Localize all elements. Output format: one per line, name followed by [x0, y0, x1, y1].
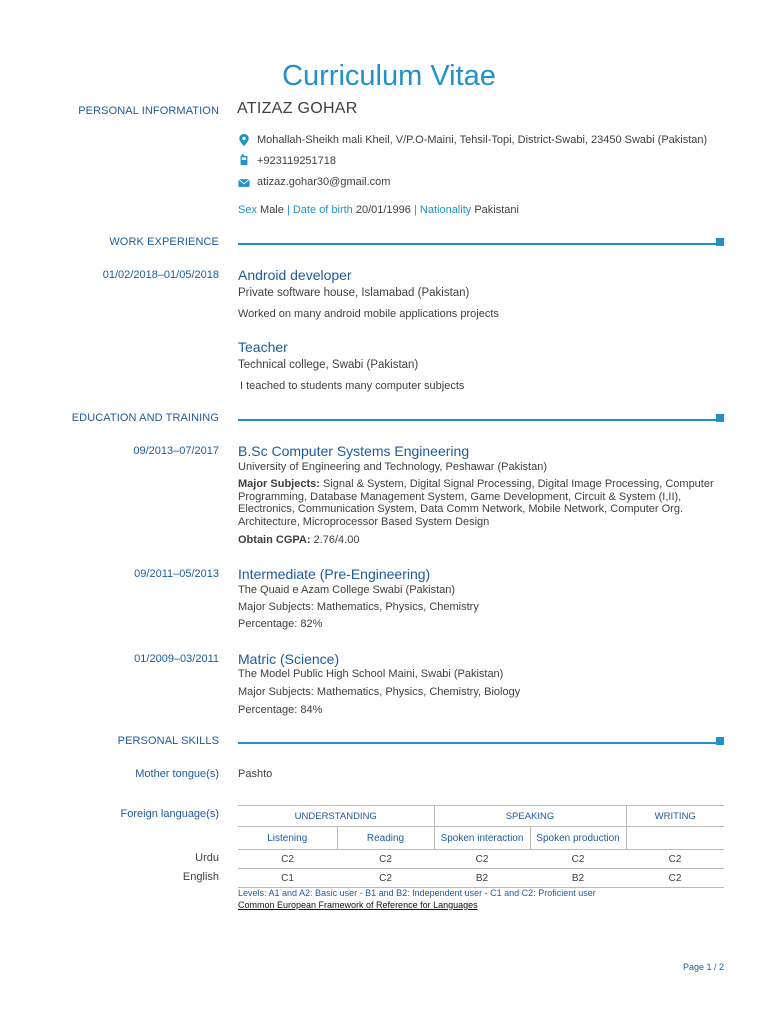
language-name: English	[182, 871, 219, 883]
separator: |	[413, 204, 417, 216]
education-institution: The Quaid e Azam College Swabi (Pakistan)	[238, 584, 456, 596]
section-divider	[238, 742, 718, 744]
page-number: Page 1 / 2	[682, 962, 724, 972]
personal-details-line	[238, 204, 519, 216]
table-row	[238, 850, 724, 869]
section-marker	[716, 737, 724, 745]
level-cell: C2	[626, 850, 724, 869]
job-title: Teacher	[238, 339, 288, 355]
education-dates: 01/2009–03/2011	[134, 653, 219, 665]
level-cell: C2	[626, 869, 724, 888]
education-grade: Percentage: 84%	[238, 704, 323, 716]
email-link[interactable]: atizaz.gohar30@gmail.com	[257, 176, 391, 188]
phone-number: +923119251718	[257, 155, 337, 167]
location-pin-icon	[238, 134, 250, 146]
job-title: Android developer	[238, 267, 352, 283]
section-marker	[716, 414, 724, 422]
mother-tongue-value: Pashto	[238, 768, 273, 780]
mother-tongue-label: Mother tongue(s)	[135, 768, 219, 780]
education-title: Intermediate (Pre-Engineering)	[238, 566, 431, 582]
job-employer: Private software house, Islamabad (Pakistan)	[238, 287, 470, 299]
subjects-text: Signal & System, Digital Signal Processing, Digital Image Processing, Computer Programming, Database Management System, Game Development, Circuit & System (I,II), Electronics, Communication System, Data Comm Network, Mobile Network, Computer Org. Architecture, Microprocessor Based System Design	[238, 478, 714, 528]
section-divider	[238, 419, 718, 421]
cefr-link[interactable]: Common European Framework of Reference for Languages	[238, 900, 478, 910]
page-title: Curriculum Vitae	[282, 60, 496, 92]
reading-header: Reading	[337, 827, 434, 850]
grade-label: Obtain CGPA:	[238, 534, 311, 546]
level-cell: B2	[530, 869, 626, 888]
section-work-experience: WORK EXPERIENCE	[109, 236, 219, 248]
education-subjects: Major Subjects: Mathematics, Physics, Chemistry, Biology	[238, 686, 521, 698]
separator: |	[286, 204, 290, 216]
subjects-label: Major Subjects:	[238, 478, 320, 490]
section-personal-information: PERSONAL INFORMATION	[78, 105, 219, 117]
education-subjects	[238, 478, 718, 528]
nationality-label: Nationality	[419, 204, 472, 216]
spoken-production-header: Spoken production	[530, 827, 626, 850]
language-name: Urdu	[195, 852, 219, 864]
job-description: Worked on many android mobile applications projects	[238, 308, 499, 320]
section-marker	[716, 238, 724, 246]
education-title: Matric (Science)	[238, 651, 340, 667]
email-icon	[238, 177, 250, 189]
job-description: I teached to students many computer subjects	[240, 380, 465, 392]
section-personal-skills: PERSONAL SKILLS	[117, 735, 219, 747]
sex-value: Male	[260, 204, 284, 216]
table-header-row	[238, 806, 724, 827]
level-cell: C2	[337, 850, 434, 869]
nationality-value: Pakistani	[474, 204, 519, 216]
education-institution: University of Engineering and Technology, Peshawar (Pakistan)	[238, 461, 547, 473]
level-cell: B2	[434, 869, 530, 888]
understanding-header: UNDERSTANDING	[238, 806, 434, 827]
phone-icon	[238, 154, 250, 166]
language-skills-table	[238, 805, 724, 888]
speaking-header: SPEAKING	[434, 806, 626, 827]
level-cell: C2	[337, 869, 434, 888]
listening-header: Listening	[238, 827, 337, 850]
education-dates: 09/2011–05/2013	[134, 568, 219, 580]
level-cell: C1	[238, 869, 337, 888]
education-dates: 09/2013–07/2017	[133, 445, 219, 457]
levels-note: Levels: A1 and A2: Basic user - B1 and B2: Independent user - C1 and C2: Proficient user	[238, 888, 596, 898]
level-cell: C2	[238, 850, 337, 869]
dob-value: 20/01/1996	[355, 204, 411, 216]
dob-label: Date of birth	[292, 204, 353, 216]
writing-subheader	[626, 827, 724, 850]
education-grade	[238, 534, 359, 546]
spoken-interaction-header: Spoken interaction	[434, 827, 530, 850]
section-education-training: EDUCATION AND TRAINING	[71, 412, 219, 424]
level-cell: C2	[530, 850, 626, 869]
table-row	[238, 869, 724, 888]
writing-header: WRITING	[626, 806, 724, 827]
job-dates: 01/02/2018–01/05/2018	[102, 269, 219, 281]
job-employer: Technical college, Swabi (Pakistan)	[238, 359, 419, 371]
education-title: B.Sc Computer Systems Engineering	[238, 443, 470, 459]
grade-value: 2.76/4.00	[313, 534, 360, 546]
table-subheader-row	[238, 827, 724, 850]
address-text: Mohallah-Sheikh mali Kheil, V/P.O-Maini, Tehsil-Topi, District-Swabi, 23450 Swabi (Pakistan)	[257, 134, 708, 146]
level-cell: C2	[434, 850, 530, 869]
foreign-languages-label: Foreign language(s)	[120, 808, 219, 820]
education-subjects: Major Subjects: Mathematics, Physics, Chemistry	[238, 601, 479, 613]
education-grade: Percentage: 82%	[238, 618, 323, 630]
candidate-name: ATIZAZ GOHAR	[237, 100, 358, 117]
education-institution: The Model Public High School Maini, Swabi (Pakistan)	[238, 668, 504, 680]
sex-label: Sex	[238, 204, 257, 216]
section-divider	[238, 243, 718, 245]
